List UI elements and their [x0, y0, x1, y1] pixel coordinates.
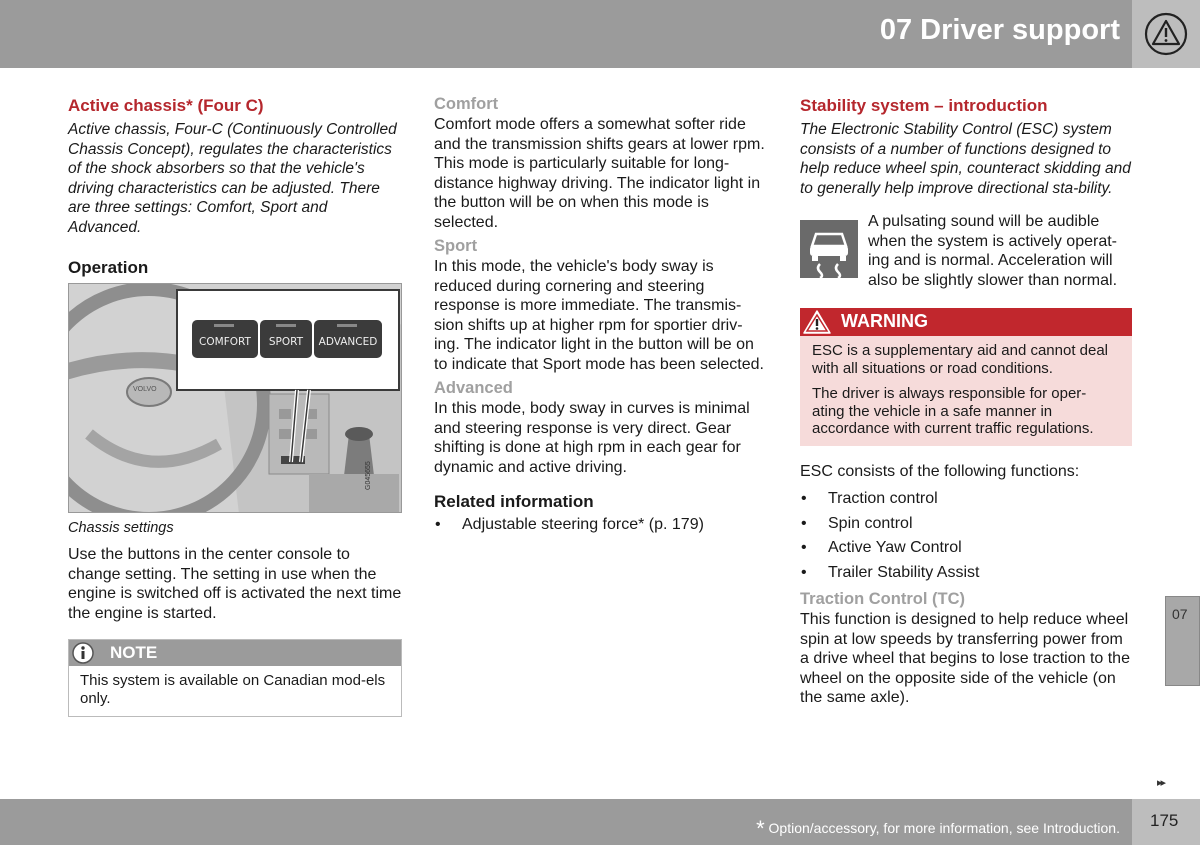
list-item: • Trailer Stability Assist — [800, 561, 1132, 586]
continue-arrows-icon: ▸▸ — [1157, 777, 1165, 789]
esc-functions-list — [800, 487, 1132, 585]
warning-triangle-icon — [1144, 12, 1188, 56]
pulse-sound-text: A pulsating sound will be audible when the system is actively operat-ing and is normal. Acceleration will also be slightly slower than normal. — [868, 213, 1118, 289]
note-header — [69, 640, 401, 666]
chapter-side-tab[interactable] — [1165, 596, 1200, 686]
figure-caption: Chassis settings — [68, 520, 174, 536]
comfort-heading: Comfort — [434, 95, 499, 113]
sport-heading: Sport — [434, 237, 478, 255]
header-icon-box — [1132, 0, 1200, 68]
warning-header — [800, 308, 1132, 336]
traction-control-heading: Traction Control (TC) — [800, 590, 965, 608]
sport-text: In this mode, the vehicle's body sway is reduced during cornering and steering response is more immediate. The transmis-sion shifts up at higher rpm for sportier driv-ing. The indicator light in the button will be on to indicate that Sport mode has been selected. — [434, 258, 764, 373]
figure-code: G045655 — [365, 461, 372, 490]
page-header — [0, 0, 1132, 68]
note-box — [68, 639, 402, 717]
chassis-settings-illustration — [68, 283, 402, 513]
warning-text-1: ESC is a supplementary aid and cannot deal with all situations or road conditions. — [812, 342, 1109, 377]
operation-heading: Operation — [68, 258, 149, 277]
active-chassis-intro: Active chassis, Four-C (Continuously Controlled Chassis Concept), regulates the characteristics of the shock absorbers so that the vehicle's driving characteristics can be adjusted. There are three settings: Comfort, Sport and Advanced. — [68, 121, 397, 236]
comfort-text: Comfort mode offers a somewhat softer ride and the transmission shifts gears at lower rpm. This mode is particularly suitable for long-distance highway driving. The indicator light in the button will be on when this mode is selected. — [434, 116, 765, 231]
warning-box — [800, 308, 1132, 446]
list-item: • Active Yaw Control — [800, 536, 1132, 561]
esc-pulse-row — [800, 212, 1132, 302]
warning-body — [800, 336, 1132, 446]
warning-title: WARNING — [841, 311, 928, 331]
note-text: This system is available on Canadian mod-els only. — [80, 672, 386, 707]
advanced-text: In this mode, body sway in curves is minimal and steering response is very direct. Gear shifting is done at high rpm in each gear for dynamic and active driving. — [434, 400, 750, 476]
footer-text: Option/accessory, for more information, see Introduction. — [764, 820, 1120, 836]
related-link-steering-force[interactable]: • Adjustable steering force* (p. 179) — [434, 513, 768, 538]
column-stability — [800, 94, 1132, 708]
footer-star: * — [756, 816, 765, 841]
list-item: • Spin control — [800, 512, 1132, 537]
chapter-side-tab-label: 07 — [1172, 606, 1188, 622]
volvo-logo-text: VOLVO — [133, 386, 157, 393]
list-item: • Traction control — [800, 487, 1132, 512]
button-comfort-label: COMFORT — [199, 336, 251, 348]
chapter-title: 07 Driver support — [879, 14, 1120, 46]
button-advanced-label: ADVANCED — [318, 336, 378, 348]
esc-skid-car-icon — [800, 220, 858, 278]
footer-note — [756, 813, 1120, 839]
esc-functions-intro: ESC consists of the following functions: — [800, 462, 1080, 480]
page-number: 175 — [1150, 811, 1179, 830]
warning-icon — [802, 309, 832, 335]
related-info-list — [434, 513, 768, 538]
dashboard-drawing — [69, 284, 402, 513]
section-heading-active-chassis: Active chassis* (Four C) — [68, 96, 264, 115]
button-sport-label: SPORT — [268, 336, 304, 348]
column-active-chassis — [68, 94, 402, 717]
stability-intro: The Electronic Stability Control (ESC) system consists of a number of functions designed to help reduce wheel spin, counteract skidding and to generally help improve directional sta-bility. — [800, 121, 1131, 197]
traction-control-text: This function is designed to help reduce wheel spin at low speeds by transferring power from a drive wheel that begins to lose traction to the wheel on the opposite side of the vehicle (on the same axle). — [800, 611, 1130, 706]
page-number-box — [1132, 799, 1200, 845]
operation-text: Use the buttons in the center console to change setting. The setting in use when the engine is switched off is activated the next time the engine is started. — [68, 546, 402, 622]
info-icon — [71, 642, 97, 664]
note-title: NOTE — [110, 643, 158, 662]
advanced-heading: Advanced — [434, 379, 513, 397]
section-heading-stability: Stability system – introduction — [800, 96, 1048, 115]
related-info-heading: Related information — [434, 492, 594, 511]
column-modes — [434, 94, 768, 538]
warning-text-2: The driver is always responsible for oper-ating the vehicle in a safe manner in accordance with current traffic regulations. — [812, 385, 1094, 437]
page-footer — [0, 799, 1132, 845]
